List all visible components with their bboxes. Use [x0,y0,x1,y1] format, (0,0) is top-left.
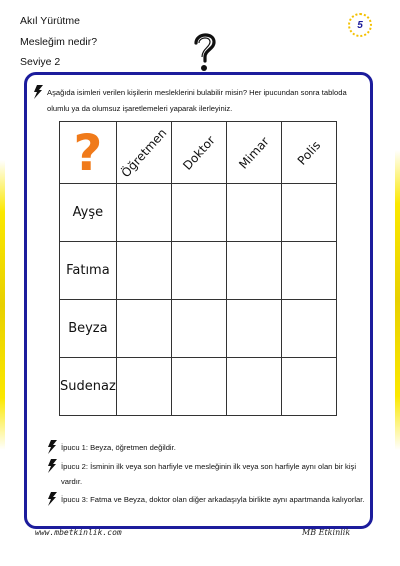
grid-cell[interactable] [171,358,226,416]
table-row [60,358,337,416]
name-label: Beyza [60,300,117,358]
question-mark-icon: ? [73,123,103,182]
right-decor-bar [395,150,400,450]
grid-cell[interactable] [116,184,171,242]
logic-grid-table [59,121,337,416]
name-label: Fatıma [60,242,117,300]
lightning-bolt-icon [47,492,57,506]
table-row [60,300,337,358]
hint-2: İpucu 2: İsminin ilk veya son harfiyle ve mesleğinin ilk veya son harfiyle aynı olan bir kişi vardır. [61,462,357,486]
left-decor-bar [0,160,5,450]
grid-cell[interactable] [116,300,171,358]
grid-cell[interactable] [226,242,281,300]
grid-cell[interactable] [116,358,171,416]
profession-header [226,122,281,184]
grid-cell[interactable] [226,358,281,416]
profession-label: Öğretmen [118,125,170,180]
grid-cell[interactable] [281,358,336,416]
profession-header [281,122,336,184]
grid-cell[interactable] [226,184,281,242]
name-label: Ayşe [60,184,117,242]
profession-header [171,122,226,184]
table-row [60,184,337,242]
grid-cell[interactable] [281,300,336,358]
name-label: Sudenaz [60,358,117,416]
question-mark-doodle-icon [190,30,220,74]
profession-label: Doktor [180,132,218,173]
footer-website-link[interactable]: www.mbetkinlik.com [35,528,122,537]
page-number-badge [348,13,372,37]
lightning-bolt-icon [33,85,43,99]
hint-1: İpucu 1: Beyza, öğretmen değildir. [61,443,176,452]
grid-cell[interactable] [171,184,226,242]
hint-3: İpucu 3: Fatma ve Beyza, doktor olan diğer arkadaşıyla birlikte aynı apartmanda kalıyorlar. [61,495,365,504]
header-row [60,122,337,184]
grid-cell[interactable] [281,184,336,242]
profession-label: Polis [294,137,324,168]
page-number: 5 [357,19,363,31]
grid-cell[interactable] [171,242,226,300]
footer-brand: MB Etkinlik [302,528,351,537]
worksheet-level: Seviye 2 [20,56,61,68]
grid-cell[interactable] [281,242,336,300]
instructions-text: Aşağıda isimleri verilen kişilerin mesleklerini bulabilir misin? Her ipucundan sonra tabloda olumlu ya da olumsuz işaretlemeleri yaparak ilerleyiniz. [47,88,347,113]
corner-cell [60,122,117,184]
lightning-bolt-icon [47,459,57,473]
worksheet-subtitle: Mesleğim nedir? [20,36,98,48]
worksheet-title: Akıl Yürütme [20,15,80,27]
table-row [60,242,337,300]
lightning-bolt-icon [47,440,57,454]
profession-header [116,122,171,184]
grid-cell[interactable] [116,242,171,300]
grid-cell[interactable] [171,300,226,358]
grid-cell[interactable] [226,300,281,358]
profession-label: Mimar [235,133,272,172]
